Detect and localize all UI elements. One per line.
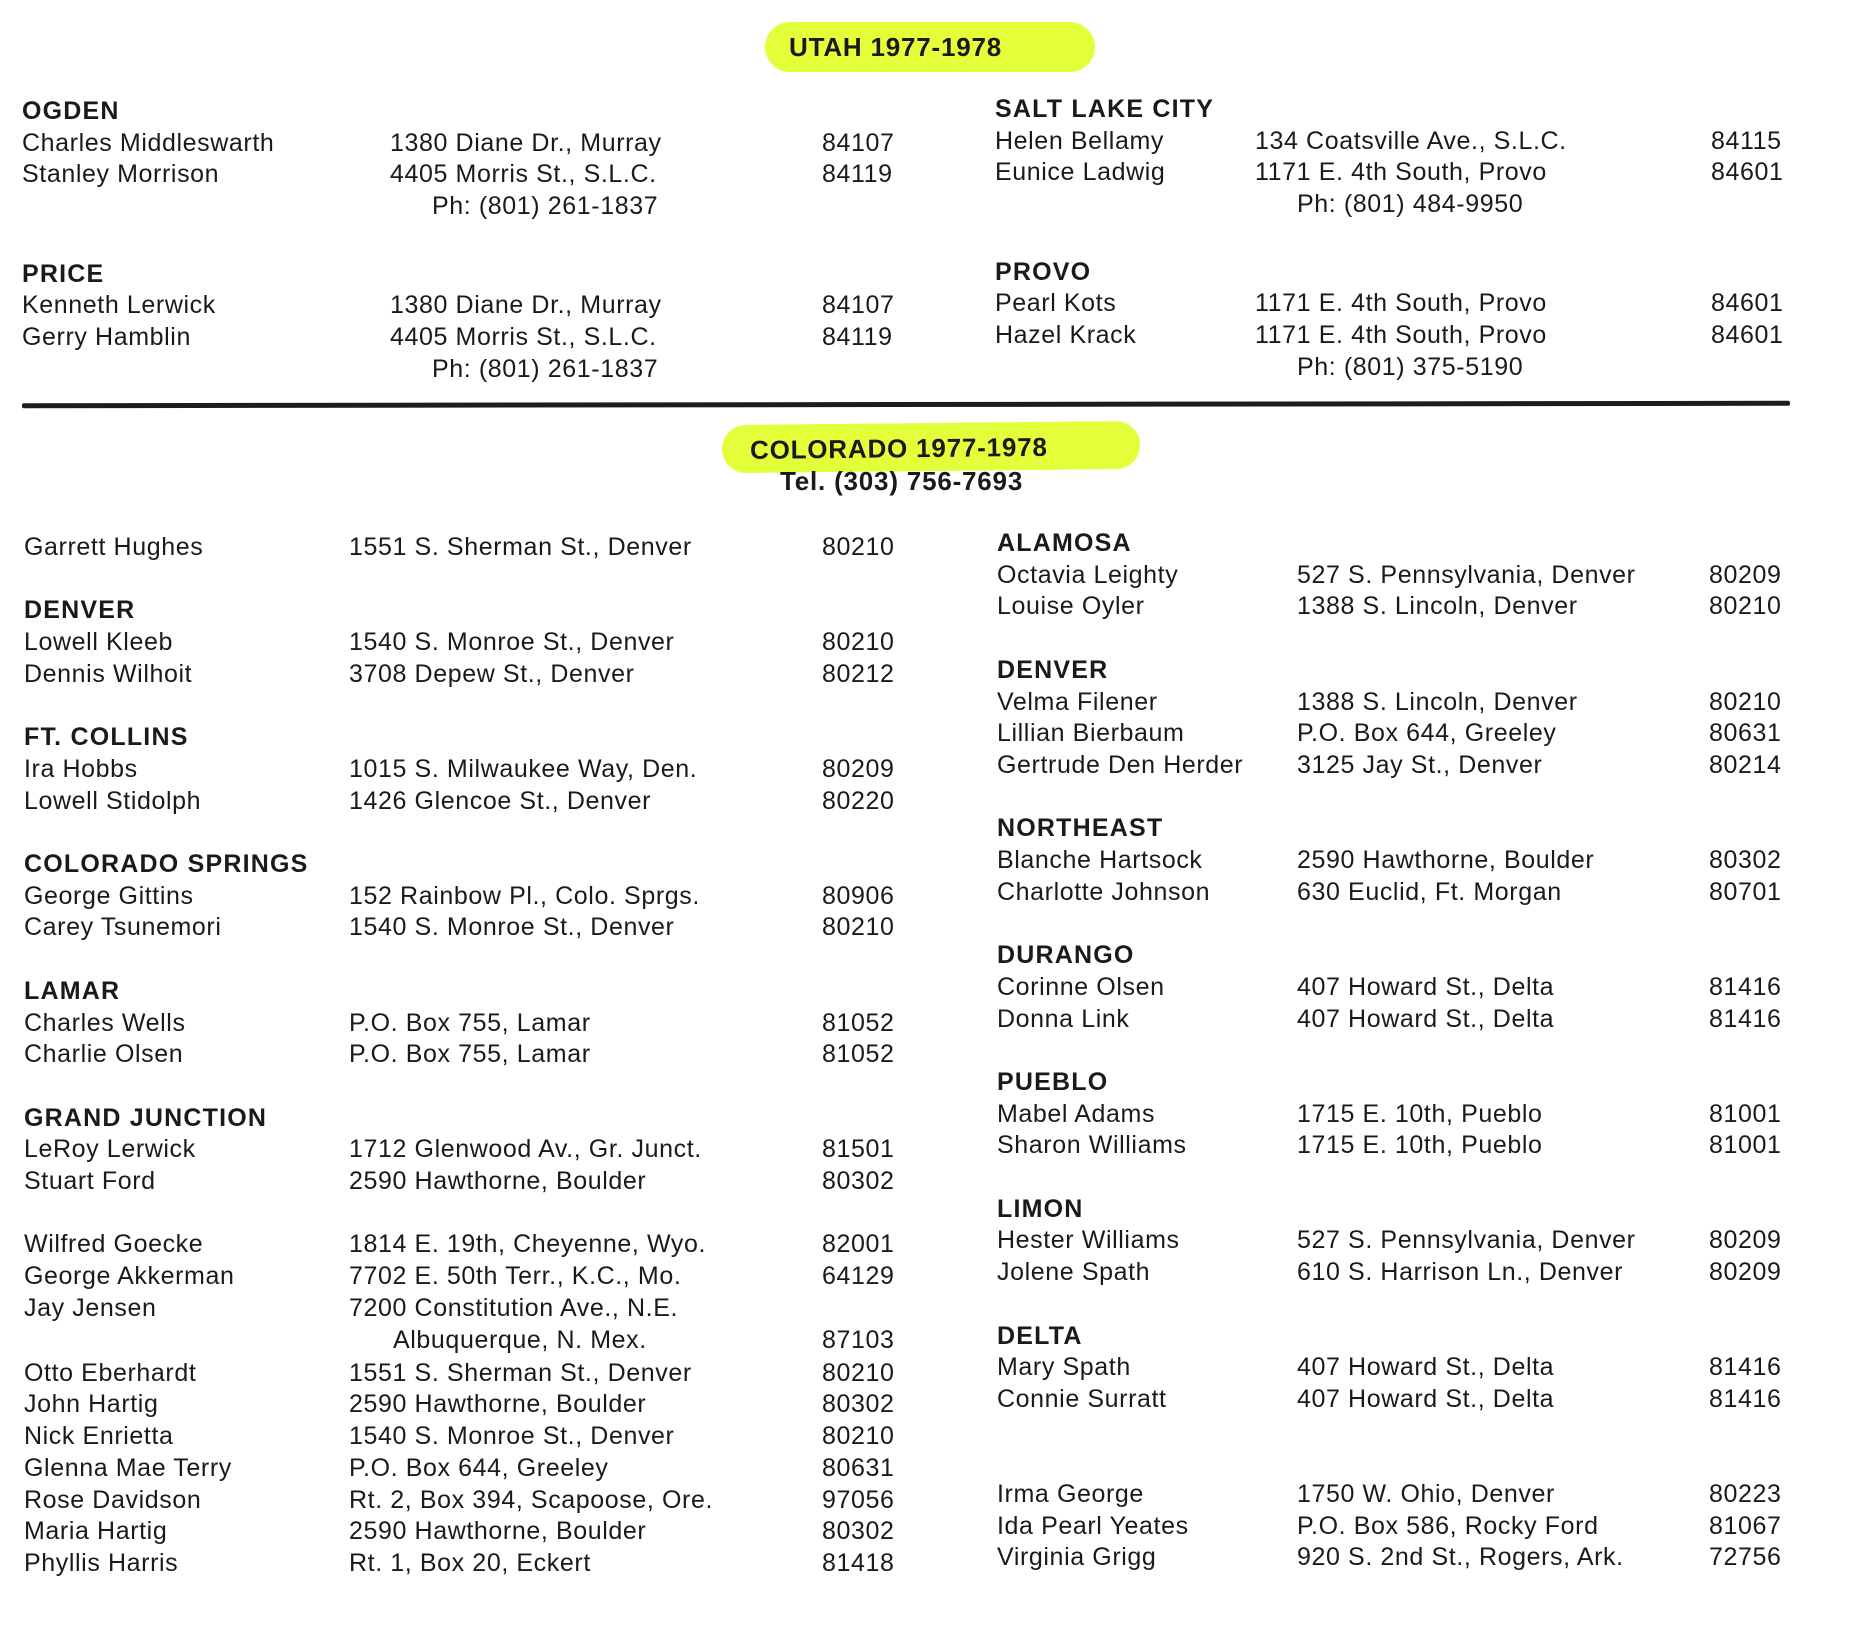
entry-zip: 81001 xyxy=(1709,1131,1782,1159)
entry-zip: 80210 xyxy=(1709,688,1782,716)
entry-address: 7200 Constitution Ave., N.E. xyxy=(349,1294,679,1322)
entry-name: Sharon Williams xyxy=(997,1131,1187,1159)
entry-zip: 81501 xyxy=(822,1135,895,1163)
entry-name: Carey Tsunemori xyxy=(24,913,222,941)
entry-name: Virginia Grigg xyxy=(997,1543,1157,1571)
city-header: ALAMOSA xyxy=(997,529,1132,557)
entry-address: 152 Rainbow Pl., Colo. Sprgs. xyxy=(349,882,700,910)
city-header: DELTA xyxy=(997,1322,1083,1350)
entry-name: Jolene Spath xyxy=(997,1258,1151,1286)
entry-name: Donna Link xyxy=(997,1005,1130,1033)
entry-zip: 81001 xyxy=(1709,1100,1782,1128)
city-header: LAMAR xyxy=(24,977,121,1005)
entry-address: Rt. 2, Box 394, Scapoose, Ore. xyxy=(349,1486,714,1514)
city-header: FT. COLLINS xyxy=(24,723,189,751)
entry-address: 527 S. Pennsylvania, Denver xyxy=(1297,1226,1636,1254)
entry-address: P.O. Box 755, Lamar xyxy=(349,1040,591,1068)
entry-name: Jay Jensen xyxy=(24,1294,157,1322)
entry-address: 630 Euclid, Ft. Morgan xyxy=(1297,878,1562,906)
city-header: PUEBLO xyxy=(997,1068,1109,1096)
entry-address: 1380 Diane Dr., Murray xyxy=(390,291,662,319)
entry-name: Kenneth Lerwick xyxy=(22,291,216,319)
entry-zip: 80302 xyxy=(822,1517,895,1545)
entry-address: 1380 Diane Dr., Murray xyxy=(390,129,662,157)
entry-address: 4405 Morris St., S.L.C. xyxy=(390,160,657,188)
entry-name: Dennis Wilhoit xyxy=(24,660,193,688)
entry-zip: 81418 xyxy=(822,1549,895,1577)
city-header: COLORADO SPRINGS xyxy=(24,850,309,878)
entry-address: 407 Howard St., Delta xyxy=(1297,1385,1555,1413)
entry-name: Blanche Hartsock xyxy=(997,846,1203,874)
entry-name: Hazel Krack xyxy=(995,321,1137,349)
entry-name: Charlotte Johnson xyxy=(997,878,1211,906)
entry-zip: 81067 xyxy=(1709,1512,1782,1540)
entry-name: Lillian Bierbaum xyxy=(997,719,1185,747)
entry-name: Louise Oyler xyxy=(997,592,1145,620)
entry-address: P.O. Box 586, Rocky Ford xyxy=(1297,1512,1599,1540)
entry-name: Connie Surratt xyxy=(997,1385,1167,1413)
city-header: OGDEN xyxy=(22,97,120,125)
entry-name: LeRoy Lerwick xyxy=(24,1135,196,1163)
entry-address: P.O. Box 644, Greeley xyxy=(1297,719,1557,747)
entry-name: Wilfred Goecke xyxy=(24,1230,204,1258)
entry-zip: 84119 xyxy=(822,323,893,351)
entry-name: George Gittins xyxy=(24,882,194,910)
entry-address: 1171 E. 4th South, Provo xyxy=(1255,289,1547,317)
entry-zip: 72756 xyxy=(1709,1543,1782,1571)
entry-zip: 84107 xyxy=(822,129,895,157)
city-header: NORTHEAST xyxy=(997,814,1164,842)
entry-address: 407 Howard St., Delta xyxy=(1297,973,1555,1001)
entry-name: Eunice Ladwig xyxy=(995,158,1166,186)
entry-name: Lowell Kleeb xyxy=(24,628,173,656)
utah-title: UTAH 1977-1978 xyxy=(789,32,1003,62)
entry-address: P.O. Box 644, Greeley xyxy=(349,1454,609,1482)
city-header: PROVO xyxy=(995,258,1092,286)
entry-zip: 80220 xyxy=(822,787,895,815)
entry-zip: 81052 xyxy=(822,1040,895,1068)
entry-name: Ida Pearl Yeates xyxy=(997,1512,1189,1540)
city-header: GRAND JUNCTION xyxy=(24,1104,268,1132)
phone-number: Ph: (801) 261-1837 xyxy=(432,355,659,383)
entry-address: Rt. 1, Box 20, Eckert xyxy=(349,1549,591,1577)
entry-zip: 80631 xyxy=(822,1454,895,1482)
entry-zip: 80302 xyxy=(822,1390,895,1418)
entry-name: John Hartig xyxy=(24,1390,159,1418)
entry-name: Charlie Olsen xyxy=(24,1040,184,1068)
entry-address: 1015 S. Milwaukee Way, Den. xyxy=(349,755,698,783)
entry-address: 920 S. 2nd St., Rogers, Ark. xyxy=(1297,1543,1624,1571)
entry-zip: 81416 xyxy=(1709,1005,1782,1033)
entry-address: 2590 Hawthorne, Boulder xyxy=(349,1390,647,1418)
entry-address: 1715 E. 10th, Pueblo xyxy=(1297,1100,1543,1128)
entry-address: 407 Howard St., Delta xyxy=(1297,1005,1555,1033)
entry-name: Lowell Stidolph xyxy=(24,787,202,815)
entry-name: Gertrude Den Herder xyxy=(997,751,1244,779)
entry-address: 1551 S. Sherman St., Denver xyxy=(349,1359,692,1387)
entry-address: 407 Howard St., Delta xyxy=(1297,1353,1555,1381)
entry-zip: 80223 xyxy=(1709,1480,1782,1508)
entry-zip: 80209 xyxy=(1709,561,1782,589)
entry-address: 1540 S. Monroe St., Denver xyxy=(349,628,675,656)
entry-name: Glenna Mae Terry xyxy=(24,1454,232,1482)
entry-name: Octavia Leighty xyxy=(997,561,1179,589)
utah-title-badge xyxy=(765,22,1095,72)
entry-address: 1388 S. Lincoln, Denver xyxy=(1297,592,1578,620)
entry-zip: 80210 xyxy=(1709,592,1782,620)
entry-name: Hester Williams xyxy=(997,1226,1180,1254)
city-header: SALT LAKE CITY xyxy=(995,95,1215,123)
entry-address: 1388 S. Lincoln, Denver xyxy=(1297,688,1578,716)
entry-zip: 80906 xyxy=(822,882,895,910)
city-header: DENVER xyxy=(997,656,1109,684)
entry-name: Charles Wells xyxy=(24,1009,186,1037)
entry-name: Mabel Adams xyxy=(997,1100,1156,1128)
entry-address: 1750 W. Ohio, Denver xyxy=(1297,1480,1555,1508)
phone-number: Ph: (801) 375-5190 xyxy=(1297,353,1524,381)
entry-name: Rose Davidson xyxy=(24,1486,202,1514)
entry-zip: 84601 xyxy=(1711,289,1784,317)
entry-name: Helen Bellamy xyxy=(995,127,1164,155)
entry-name: Gerry Hamblin xyxy=(22,323,191,351)
entry-address: 134 Coatsville Ave., S.L.C. xyxy=(1255,127,1567,155)
entry-address: 7702 E. 50th Terr., K.C., Mo. xyxy=(349,1262,682,1290)
entry-address-continuation: Albuquerque, N. Mex. xyxy=(393,1326,647,1354)
entry-zip: 87103 xyxy=(822,1326,895,1354)
entry-address: 2590 Hawthorne, Boulder xyxy=(349,1517,647,1545)
entry-address: 3125 Jay St., Denver xyxy=(1297,751,1543,779)
entry-name: Phyllis Harris xyxy=(24,1549,179,1577)
entry-address: 1540 S. Monroe St., Denver xyxy=(349,1422,675,1450)
entry-address: 1551 S. Sherman St., Denver xyxy=(349,533,692,561)
entry-zip: 80210 xyxy=(822,628,895,656)
entry-zip: 80212 xyxy=(822,660,895,688)
entry-address: P.O. Box 755, Lamar xyxy=(349,1009,591,1037)
entry-address: 2590 Hawthorne, Boulder xyxy=(349,1167,647,1195)
entry-name: Stuart Ford xyxy=(24,1167,156,1195)
entry-address: 1426 Glencoe St., Denver xyxy=(349,787,652,815)
entry-name: Pearl Kots xyxy=(995,289,1117,317)
entry-zip: 81416 xyxy=(1709,1385,1782,1413)
entry-zip: 81416 xyxy=(1709,973,1782,1001)
entry-zip: 84601 xyxy=(1711,158,1784,186)
entry-zip: 81416 xyxy=(1709,1353,1782,1381)
entry-address: 1814 E. 19th, Cheyenne, Wyo. xyxy=(349,1230,707,1258)
phone-number: Ph: (801) 484-9950 xyxy=(1297,190,1524,218)
colorado-title: COLORADO 1977-1978 xyxy=(749,431,1048,465)
entry-zip: 80209 xyxy=(1709,1226,1782,1254)
entry-name: Corinne Olsen xyxy=(997,973,1165,1001)
entry-name: Garrett Hughes xyxy=(24,533,204,561)
entry-name: Otto Eberhardt xyxy=(24,1359,197,1387)
entry-zip: 80209 xyxy=(822,755,895,783)
entry-zip: 80302 xyxy=(1709,846,1782,874)
entry-name: Mary Spath xyxy=(997,1353,1131,1381)
entry-name: Ira Hobbs xyxy=(24,755,138,783)
entry-name: Charles Middleswarth xyxy=(22,129,275,157)
colorado-phone: Tel. (303) 756-7693 xyxy=(780,466,1024,496)
entry-address: 3708 Depew St., Denver xyxy=(349,660,635,688)
city-header: PRICE xyxy=(22,260,105,288)
entry-zip: 81052 xyxy=(822,1009,895,1037)
section-divider xyxy=(22,401,1790,408)
entry-name: Stanley Morrison xyxy=(22,160,220,188)
city-header: DURANGO xyxy=(997,941,1135,969)
entry-zip: 84115 xyxy=(1711,127,1782,155)
entry-zip: 84119 xyxy=(822,160,893,188)
entry-zip: 80209 xyxy=(1709,1258,1782,1286)
entry-zip: 84107 xyxy=(822,291,895,319)
city-header: LIMON xyxy=(997,1195,1084,1223)
entry-zip: 80302 xyxy=(822,1167,895,1195)
entry-zip: 80210 xyxy=(822,1359,895,1387)
entry-address: 610 S. Harrison Ln., Denver xyxy=(1297,1258,1624,1286)
entry-zip: 80210 xyxy=(822,913,895,941)
entry-zip: 80631 xyxy=(1709,719,1782,747)
entry-zip: 97056 xyxy=(822,1486,895,1514)
entry-address: 527 S. Pennsylvania, Denver xyxy=(1297,561,1636,589)
entry-zip: 80214 xyxy=(1709,751,1782,779)
entry-address: 2590 Hawthorne, Boulder xyxy=(1297,846,1595,874)
entry-zip: 64129 xyxy=(822,1262,895,1290)
entry-zip: 84601 xyxy=(1711,321,1784,349)
city-header: DENVER xyxy=(24,596,136,624)
entry-address: 4405 Morris St., S.L.C. xyxy=(390,323,657,351)
entry-address: 1171 E. 4th South, Provo xyxy=(1255,321,1547,349)
entry-name: Nick Enrietta xyxy=(24,1422,174,1450)
entry-name: George Akkerman xyxy=(24,1262,235,1290)
entry-name: Velma Filener xyxy=(997,688,1158,716)
entry-zip: 80701 xyxy=(1709,878,1782,906)
entry-name: Maria Hartig xyxy=(24,1517,168,1545)
entry-name: Irma George xyxy=(997,1480,1144,1508)
phone-number: Ph: (801) 261-1837 xyxy=(432,192,659,220)
entry-zip: 80210 xyxy=(822,533,895,561)
entry-address: 1540 S. Monroe St., Denver xyxy=(349,913,675,941)
entry-address: 1715 E. 10th, Pueblo xyxy=(1297,1131,1543,1159)
entry-zip: 80210 xyxy=(822,1422,895,1450)
entry-address: 1712 Glenwood Av., Gr. Junct. xyxy=(349,1135,702,1163)
entry-address: 1171 E. 4th South, Provo xyxy=(1255,158,1547,186)
entry-zip: 82001 xyxy=(822,1230,895,1258)
